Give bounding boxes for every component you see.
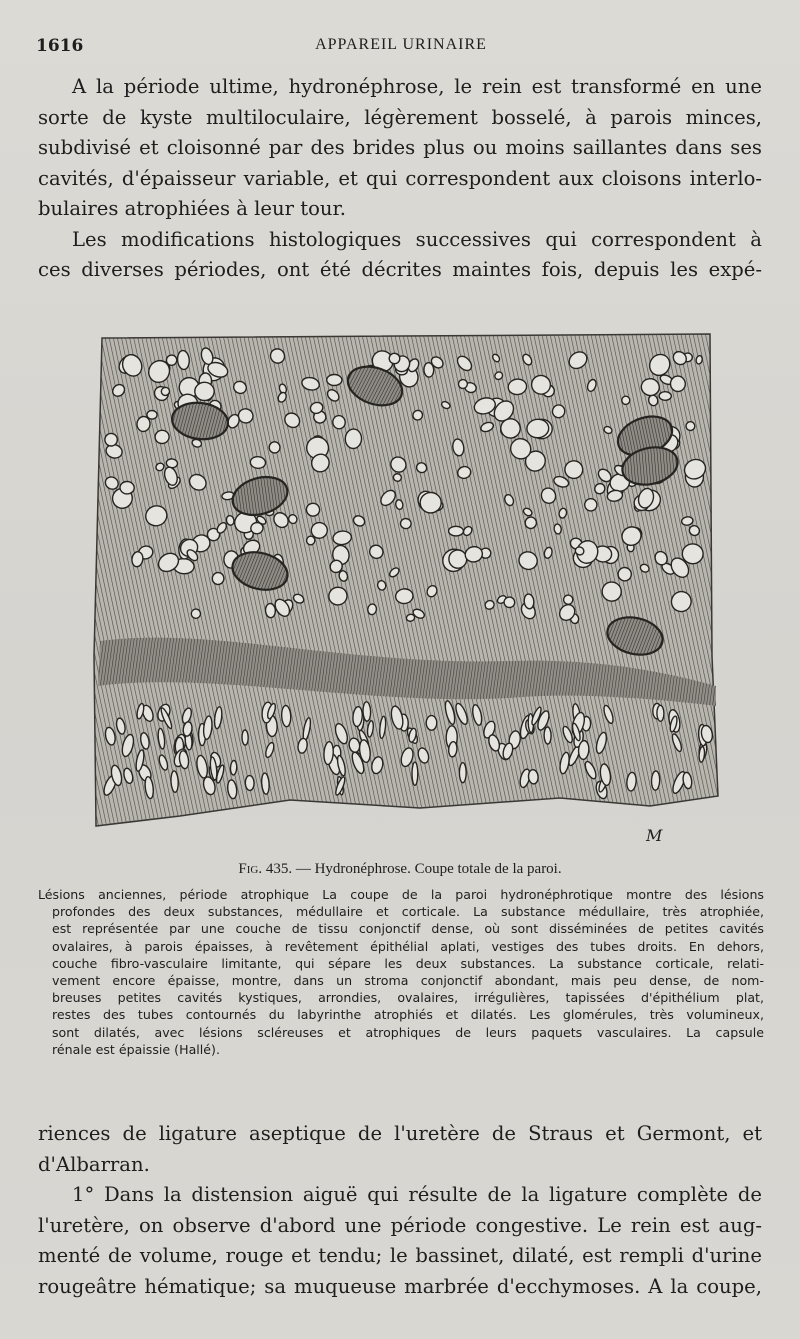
tubule-cavity [412, 762, 418, 785]
legend-line: rénale est épaissie (Hallé). [52, 1041, 220, 1057]
running-head [36, 36, 766, 60]
tubule-cavity [147, 410, 157, 419]
tubule-cavity [659, 392, 671, 401]
paragraph [38, 1119, 762, 1180]
legend-line: est représentée par une couche de tissu conjonctif dense, où sont disséminées de petites cavités [52, 921, 764, 937]
tubule-cavity [699, 746, 706, 762]
tubule-cavity [622, 396, 630, 404]
tubule-cavity [242, 730, 248, 745]
kidney-wall-section-illustration [90, 326, 730, 846]
paragraph [38, 72, 762, 225]
text-line: A la période ultime, hydronéphrose, le rein est transformé en une [72, 75, 762, 98]
tubule-cavity [306, 536, 315, 546]
tubule-cavity [528, 769, 539, 784]
figure-legend [38, 886, 764, 1058]
tubule-cavity [120, 481, 135, 494]
tubule-cavity [449, 526, 464, 536]
tubule-cavity [400, 518, 412, 529]
tubule-cavity [504, 597, 515, 608]
tubule-cavity [617, 567, 632, 582]
paragraph [38, 225, 762, 286]
figure-label: Fig. 435. [238, 861, 293, 877]
text-line: d'Albarran. [38, 1152, 150, 1176]
text-line: sorte de kyste multiloculaire, légèrement bosselé, à parois minces, [38, 105, 762, 129]
text-line: rougeâtre hématique; sa muqueuse marbrée d'ecchymoses. A la coupe, [38, 1274, 762, 1298]
top-text-block [38, 72, 762, 286]
tubule-cavity [670, 376, 686, 392]
text-line: riences de ligature aseptique de l'uretère de Straus et Germont, et [38, 1122, 762, 1145]
tubule-cavity [327, 374, 342, 385]
tubule-cavity [426, 716, 437, 731]
tubule-cavity [212, 572, 225, 585]
tubule-cavity [345, 429, 362, 449]
tubule-cavity [230, 760, 237, 775]
legend-line: vement encore épaisse, montre, dans un stroma conjonctif abondant, mais peu dense, de nom- [52, 973, 764, 989]
tubule-cavity [544, 727, 551, 744]
text-line: ces diverses périodes, ont été décrites maintes fois, depuis les expé- [38, 258, 762, 281]
tubule-cavity [170, 771, 178, 793]
legend-line: ovalaires, à parois épaisses, à revêtement épithélial aplati, vestiges des tubes droits. En dehors, [52, 938, 764, 954]
tubule-cavity [281, 705, 291, 727]
page-number: 1616 [36, 36, 84, 56]
figure-title: — Hydronéphrose. Coupe totale de la paroi. [295, 861, 562, 877]
tubule-cavity [265, 603, 276, 618]
tubule-cavity [195, 382, 215, 401]
tubule-cavity [657, 705, 664, 721]
text-line: Les modifications histologiques successives qui correspondent à [72, 227, 762, 251]
text-line: cavités, d'épaisseur variable, et qui correspondent aux cloisons interlo- [38, 166, 762, 190]
tubule-cavity [651, 771, 660, 790]
running-title: APPAREIL URINAIRE [315, 36, 487, 53]
legend-line: breuses petites cavités kystiques, arrondies, ovalaires, irrégulières, tapissées d'épithélium plat, [52, 990, 764, 1006]
artist-signature: M [646, 826, 663, 845]
text-line: menté de volume, rouge et tendu; le bassinet, dilaté, est rempli d'urine [38, 1244, 762, 1267]
tubule-cavity [250, 456, 266, 469]
legend-line: restes des tubes contournés du labyrinthe atrophiés et dilatés. Les glomérules, très volumineux, [52, 1007, 764, 1023]
tubule-cavity [424, 362, 435, 377]
legend-line: couche fibro-vasculaire limitante, qui sépare les deux substances. La substance corticale, relati- [52, 955, 764, 971]
tubule-cavity [269, 442, 280, 453]
legend-line: profondes des deux substances, médullaire et corticale. La substance médullaire, très atrophiée, [52, 904, 764, 920]
legend-line: Lésions anciennes, période atrophique La coupe de la paroi hydronéphrotique montre des lésions [38, 887, 764, 902]
text-line: l'uretère, on observe d'abord une période congestive. Le rein est aug- [38, 1213, 762, 1237]
tubule-cavity [420, 492, 442, 514]
legend-line: sont dilatés, avec lésions scléreuses et atrophiques de leurs paquets vasculaires. La capsule [52, 1024, 764, 1040]
bottom-text-block [38, 1119, 762, 1302]
tubule-cavity [105, 433, 118, 446]
histology-figure [90, 326, 730, 846]
text-line: subdivisé et cloisonné par des brides plus ou moins saillantes dans ses [38, 136, 762, 159]
tubule-cavity [459, 763, 466, 783]
tubule-cavity [526, 419, 549, 439]
tubule-cavity [250, 522, 263, 534]
paragraph [38, 1180, 762, 1302]
tubule-cavity [363, 702, 371, 722]
text-line: 1° Dans la distension aiguë qui résulte de la ligature complète de [72, 1183, 762, 1206]
figure-caption [40, 861, 760, 878]
text-line: bulaires atrophiées à leur tour. [38, 197, 346, 220]
tubule-cavity [245, 775, 254, 790]
